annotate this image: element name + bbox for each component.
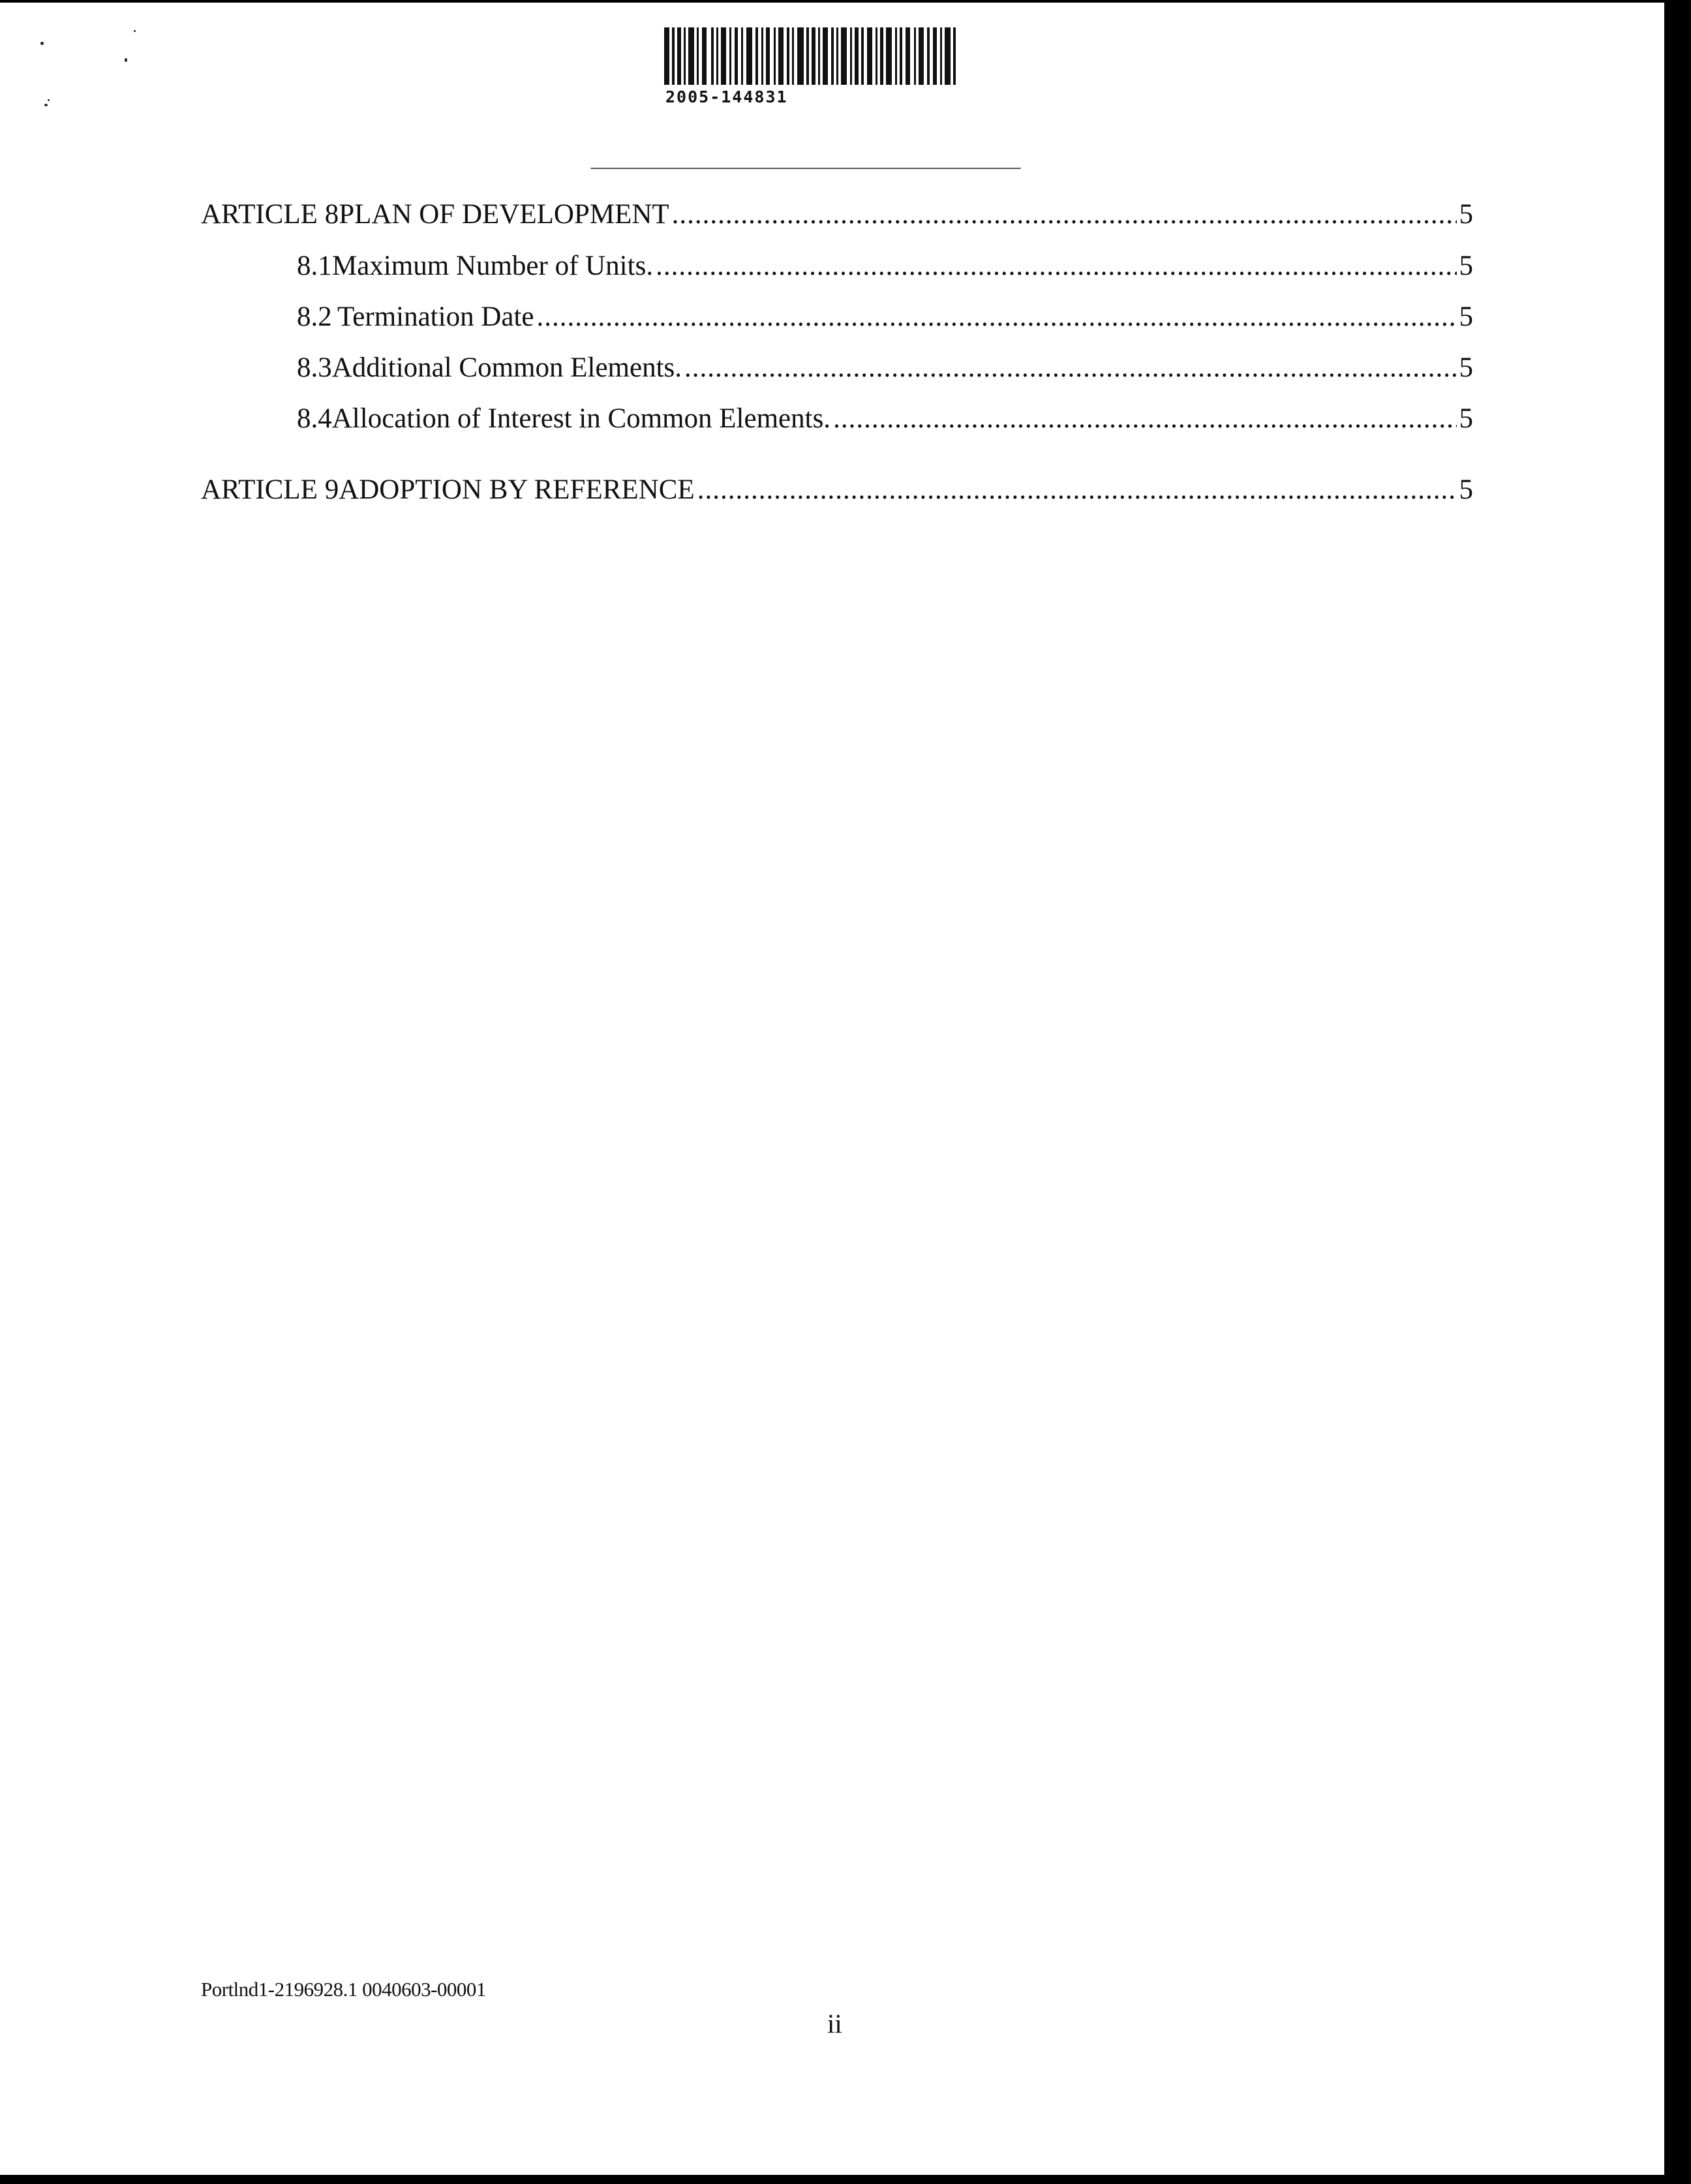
page-reference: 5 [1459, 199, 1473, 230]
section-number: 8.3 [297, 352, 332, 383]
scan-speck [134, 30, 136, 32]
scan-speck [44, 104, 48, 106]
dot-leader [833, 403, 1456, 435]
page-number: ii [827, 2008, 842, 2038]
section-title: Additional Common Elements. [331, 352, 682, 383]
page-reference: 5 [1459, 403, 1473, 434]
article-title: ADOPTION BY REFERENCE [339, 474, 695, 505]
toc-article-9 [201, 474, 1473, 506]
toc-section-8-3 [297, 352, 1473, 384]
section-number: 8.1 [297, 251, 332, 281]
barcode-graphic [664, 27, 958, 85]
dot-leader [537, 301, 1457, 333]
section-title: Allocation of Interest in Common Elements. [331, 403, 831, 434]
toc-section-8-1 [297, 250, 1473, 283]
article-title: PLAN OF DEVELOPMENT [339, 199, 669, 230]
section-number: 8.4 [297, 403, 332, 434]
barcode-number: 2005-144831 [665, 87, 788, 106]
page-reference: 5 [1459, 301, 1473, 332]
scan-speck [48, 99, 50, 101]
page-reference: 5 [1459, 352, 1473, 383]
document-page [0, 3, 1664, 2175]
scan-speck [125, 58, 127, 62]
page-reference: 5 [1459, 474, 1473, 505]
header-rule [590, 168, 1021, 169]
page-reference: 5 [1459, 251, 1473, 281]
scan-speck [40, 42, 44, 45]
section-number: 8.2 [297, 301, 332, 332]
dot-leader [656, 250, 1456, 283]
section-title: Maximum Number of Units. [332, 251, 654, 281]
dot-leader [672, 198, 1457, 231]
article-label: ARTICLE 9 [201, 474, 339, 505]
document-id: Portlnd1-2196928.1 0040603-00001 [201, 1978, 486, 2001]
article-label: ARTICLE 8 [201, 199, 339, 230]
toc-section-8-2 [297, 301, 1473, 333]
toc-section-8-4 [297, 403, 1473, 435]
barcode [664, 27, 958, 106]
section-title: Termination Date [337, 301, 534, 332]
dot-leader [684, 352, 1456, 384]
dot-leader [697, 474, 1457, 506]
toc-article-8 [201, 198, 1473, 231]
